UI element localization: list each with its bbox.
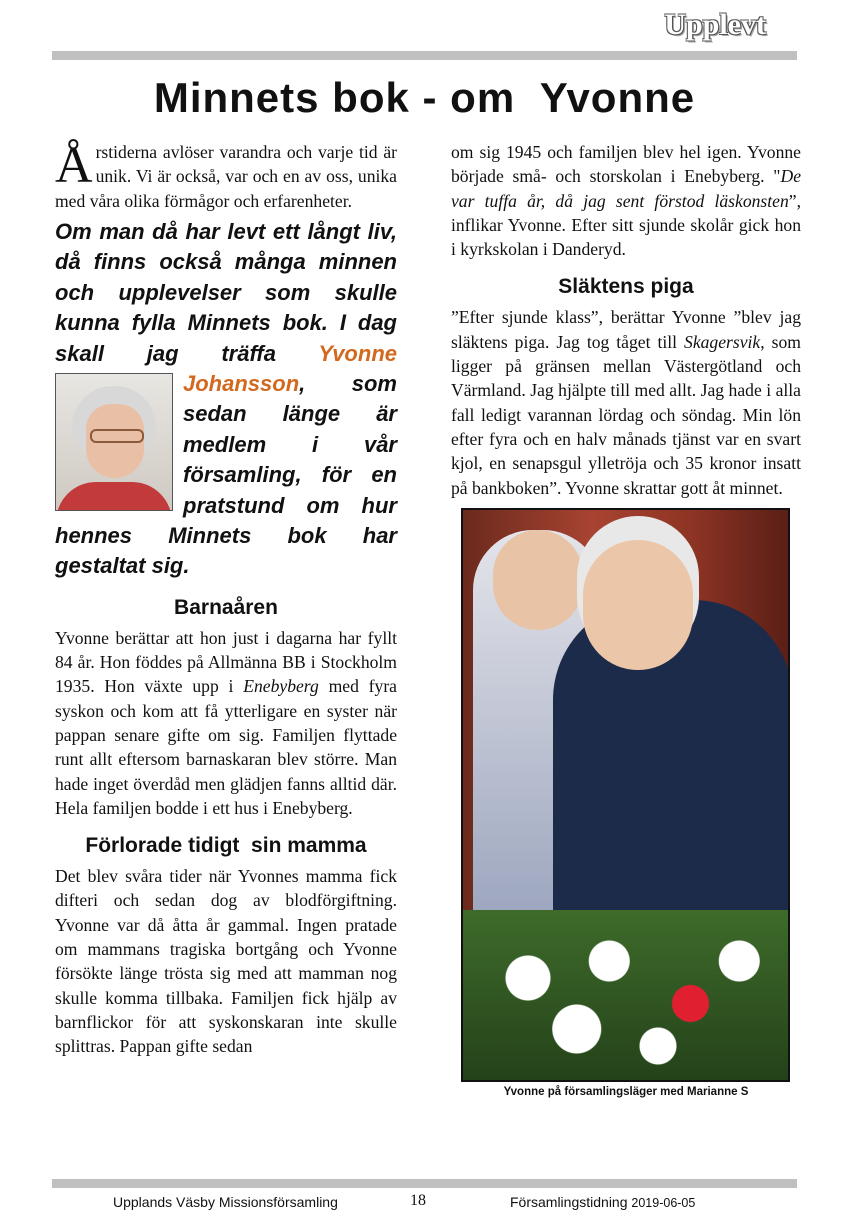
article-title: Minnets bok - om Yvonne [153, 74, 696, 121]
barnaaren-place: Enebyberg [243, 676, 319, 697]
drop-cap: Å [55, 137, 93, 194]
heading-barnaaren: Barnaåren [174, 595, 278, 619]
lead-paragraph [55, 217, 397, 582]
right-column [451, 140, 801, 1098]
heading-piga: Släktens piga [558, 275, 694, 299]
lead-text-1: Om man då har levt ett långt liv, då finns också många minnen och upplevelser som skulle kunna fylla Minnets bok. I dag skall jag träffa [55, 218, 397, 366]
portrait-photo [55, 373, 173, 511]
page-number: 18 [410, 1192, 426, 1209]
section-tag: Upplevt [664, 8, 766, 41]
continuation-text-1: om sig 1945 och familjen blev hel igen. Yvonne började små- och storskolan i Enebyberg. " [451, 142, 801, 187]
photo-caption: Yvonne på församlingsläger med Marianne S [503, 1085, 749, 1098]
footer-date: 2019-06-05 [631, 1196, 696, 1210]
lead-name: Yvonne Johansson [183, 340, 397, 396]
top-rule [52, 51, 797, 60]
piga-text-2: , som ligger på gränsen mellan Västergötland och Värmland. Jag hjälpte till med allt. Jag hade i alla fall ledigt varannan lördag och söndag. Min lön efter fyra och en halv månads tjänst var en svart kjol, en senapsgul ylletröja och 35 kronor insatt på bankboken”. Yvonne skrattar gott åt minnet. [451, 331, 801, 498]
continuation-quote: De var tuffa år, då jag sent förstod läskonsten [451, 166, 801, 211]
footer-publication-name: Församlingstidning [510, 1194, 628, 1210]
camp-photo [461, 508, 790, 1082]
continuation-paragraph [451, 140, 801, 261]
continuation-text-2: ”, inflikar Yvonne. Efter sitt sjunde skolår gick hon i kyrkskolan i Danderyd. [451, 190, 801, 260]
intro-text: rstiderna avlöser varandra och varje tid är unik. Vi är också, var och en av oss, unika med våra olika förmågor och erfarenheter. [55, 142, 397, 211]
heading-forlorade: Förlorade tidigt sin mamma [85, 834, 367, 858]
footer-publisher: Upplands Väsby Missionsförsamling [113, 1194, 338, 1210]
lead-text-2: , som sedan länge är medlem i vår församling, för en pratstund om hur hennes Minnets bok har gestaltat sig. [55, 370, 397, 579]
footer-publication [510, 1194, 695, 1210]
bottom-rule [52, 1179, 797, 1188]
barnaaren-paragraph [55, 626, 397, 820]
piga-place: Skagersvik [684, 331, 761, 352]
intro-paragraph [55, 137, 397, 213]
barnaaren-text-1: Yvonne berättar att hon just i dagarna har fyllt 84 år. Hon föddes på Allmänna BB i Stockholm 1935. Hon växte upp i [55, 627, 397, 697]
piga-paragraph [451, 305, 801, 499]
barnaaren-text-2: med fyra syskon och kom att få ytterligare en syster när pappan senare gifte om sig. Familjen flyttade runt allt eftersom barnaskaran blev större. Man hade inget överdåd men glädjen fanns alltid där. Hela familjen bodde i ett hus i Enebyberg. [55, 676, 397, 818]
forlorade-paragraph: Det blev svåra tider när Yvonnes mamma fick difteri och sedan dog av blodförgiftning. Yvonne var då åtta år gammal. Ingen pratade om mammans tragiska bortgång och Yvonne försökte länge trösta sig med att mamman nog skulle komma tillbaka. Familjen fick hjälp av barnflickor för att syskonskaran inte skulle splittras. Pappan gifte sedan [55, 866, 397, 1057]
piga-text-1: ”Efter sjunde klass”, berättar Yvonne ”blev jag släktens piga. Jag tog tåget till [451, 307, 801, 352]
left-column [55, 137, 397, 1059]
